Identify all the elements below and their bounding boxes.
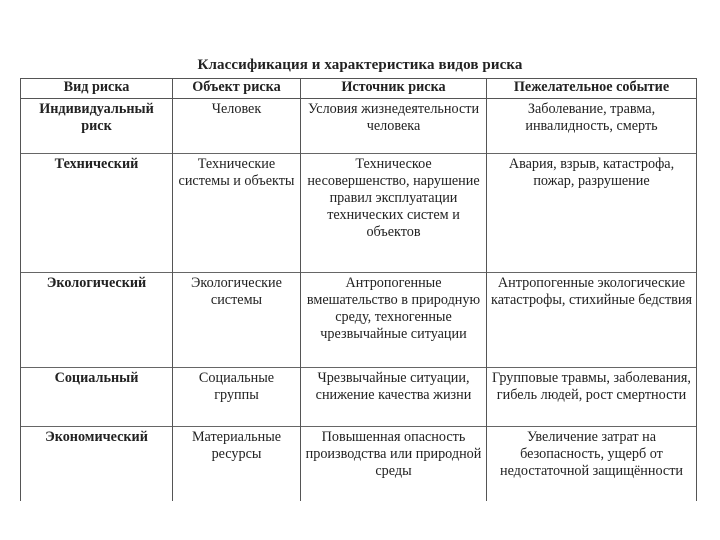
cell-risk-type: Индивидуальный риск xyxy=(21,99,173,154)
cell-risk-type: Социальный xyxy=(21,368,173,427)
cell-undesired-event: Авария, взрыв, катастрофа, пожар, разрушение xyxy=(487,154,697,273)
cell-risk-type: Экономический xyxy=(21,427,173,502)
cell-risk-source: Техническое несовершенство, нарушение правил эксплуатации технических систем и объектов xyxy=(301,154,487,273)
header-undesired-event: Пежелательное событие xyxy=(487,79,697,99)
cell-undesired-event: Увеличение затрат на безопасность, ущерб от недостаточной защищённости xyxy=(487,427,697,502)
cell-undesired-event: Антропогенные экологические катастрофы, стихийные бедствия xyxy=(487,273,697,368)
cell-risk-type: Экологический xyxy=(21,273,173,368)
header-risk-type: Вид риска xyxy=(21,79,173,99)
table-title: Классификация и характеристика видов риска xyxy=(197,57,523,73)
cell-risk-source: Антропогенные вмешательство в природную среду, техногенные чрезвычайные ситуации xyxy=(301,273,487,368)
cell-risk-object: Технические системы и объекты xyxy=(173,154,301,273)
cell-risk-object: Экологические системы xyxy=(173,273,301,368)
cell-risk-object: Социальные группы xyxy=(173,368,301,427)
cell-risk-source: Условия жизнедеятельности человека xyxy=(301,99,487,154)
header-row xyxy=(21,79,697,99)
table-row xyxy=(21,427,697,502)
table-row xyxy=(21,273,697,368)
table-row xyxy=(21,99,697,154)
table-row xyxy=(21,368,697,427)
header-risk-source: Источник риска xyxy=(301,79,487,99)
risk-classification-table xyxy=(20,78,697,501)
table-row xyxy=(21,154,697,273)
cell-risk-object: Человек xyxy=(173,99,301,154)
cell-risk-source: Повышенная опасность производства или природной среды xyxy=(301,427,487,502)
cell-risk-source: Чрезвычайные ситуации, снижение качества жизни xyxy=(301,368,487,427)
header-risk-object: Объект риска xyxy=(173,79,301,99)
cell-risk-object: Материальные ресурсы xyxy=(173,427,301,502)
cell-risk-type: Технический xyxy=(21,154,173,273)
cell-undesired-event: Групповые травмы, заболевания, гибель людей, рост смертности xyxy=(487,368,697,427)
cell-undesired-event: Заболевание, травма, инвалидность, смерть xyxy=(487,99,697,154)
